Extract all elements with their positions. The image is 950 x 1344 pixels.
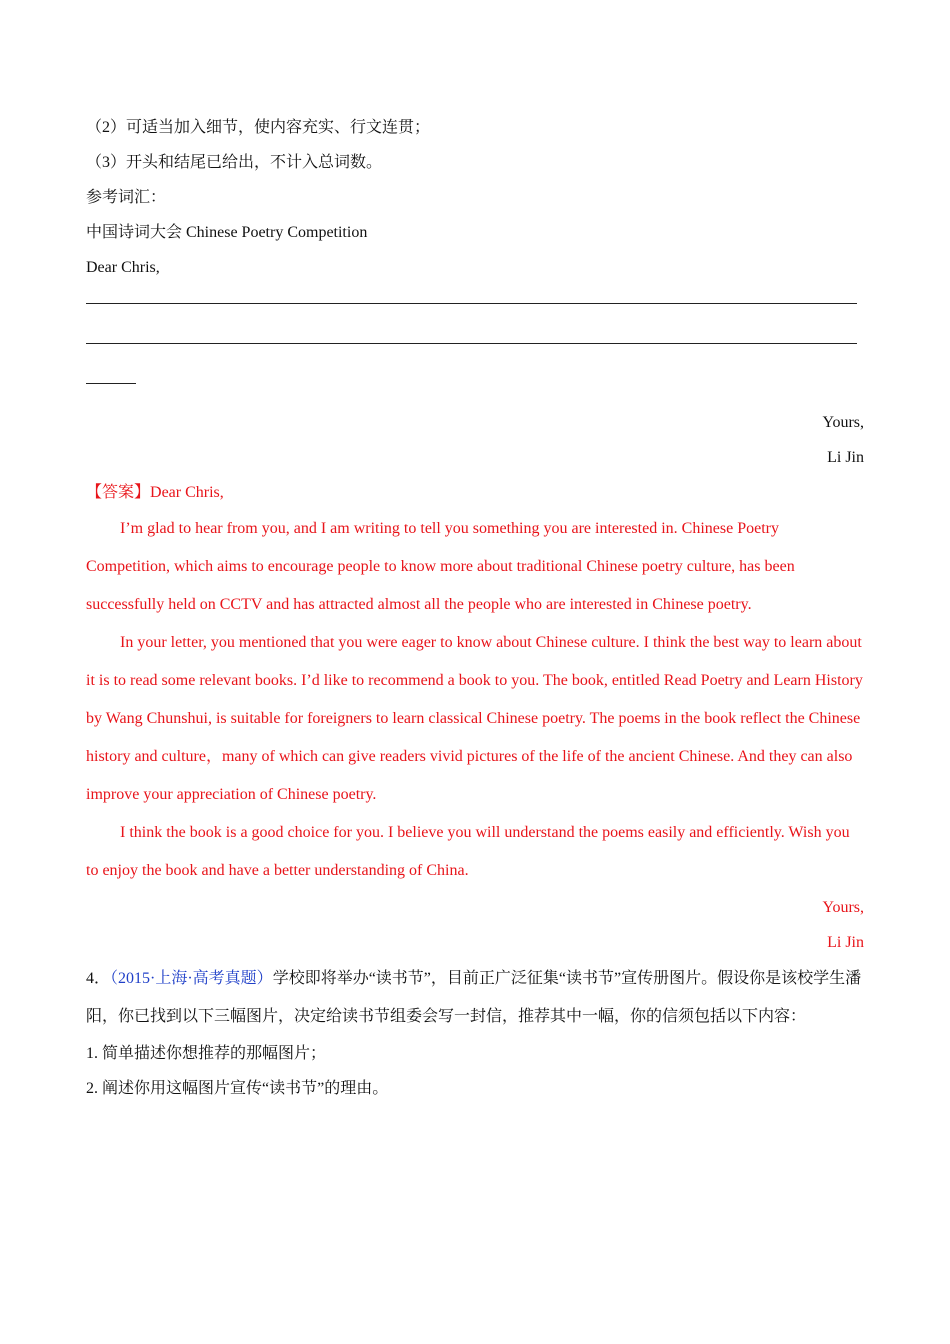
answer-blank-line-1 [86,285,864,325]
letter-signature: Li Jin [827,449,864,466]
answer-blank-line-2 [86,325,864,365]
answer-header [86,475,864,510]
question-source: （2015·上海·高考真题） [110,970,273,987]
question-item-1: 1. 简单描述你想推荐的那幅图片； [86,1045,327,1062]
answer-paragraph-1: I’m glad to hear from you, and I am writing to tell you something you are interested in. Chinese Poetry Competition, which aims to encourage people to know more about traditional Chinese poetry culture, has been successfully held on CCTV and has attracted almost all the people who are interested in Chinese poetry. [86,520,795,613]
letter-greeting: Dear Chris, [86,259,160,276]
requirement-2: （2）可适当加入细节，使内容充实、行文连贯； [86,119,431,136]
answer-paragraph-2: In your letter, you mentioned that you were eager to know about Chinese culture. I think the best way to learn about it is to read some relevant books. I’d like to recommend a book to you. The book, entitled Read Poetry and Learn History by Wang Chunshui, is suitable for foreigners to learn classical Chinese poetry. The poems in the book reflect the Chinese history and culture，many of which can give readers vivid pictures of the life of the ancient Chinese. And they can also improve your appreciation of Chinese poetry. [86,634,863,803]
content [86,110,864,1106]
requirement-3: （3）开头和结尾已给出，不计入总词数。 [86,154,383,171]
answer-closing: Yours, [822,899,864,916]
answer-signature: Li Jin [827,934,864,951]
answer-blank-line-3 [86,365,864,405]
letter-closing: Yours, [822,414,864,431]
question-4 [86,960,864,1036]
answer-paragraph-3: I think the book is a good choice for you. I believe you will understand the poems easily and efficiently. Wish you to enjoy the book and have a better understanding of China. [86,824,850,879]
answer-greeting: Dear Chris, [150,484,224,501]
question-item-2: 2. 阐述你用这幅图片宣传“读书节”的理由。 [86,1080,389,1097]
vocab-title: 参考词汇： [86,189,167,206]
answer-label: 【答案】 [86,484,151,501]
question-text: 学校即将举办“读书节”，目前正广泛征集“读书节”宣传册图片。假设你是该校学生潘阳，你已找到以下三幅图片，决定给读书节组委会写一封信，推荐其中一幅，你的信须包括以下内容： [86,970,862,1025]
question-number: 4． [86,970,111,987]
vocab-entry: 中国诗词大会 Chinese Poetry Competition [86,224,368,241]
